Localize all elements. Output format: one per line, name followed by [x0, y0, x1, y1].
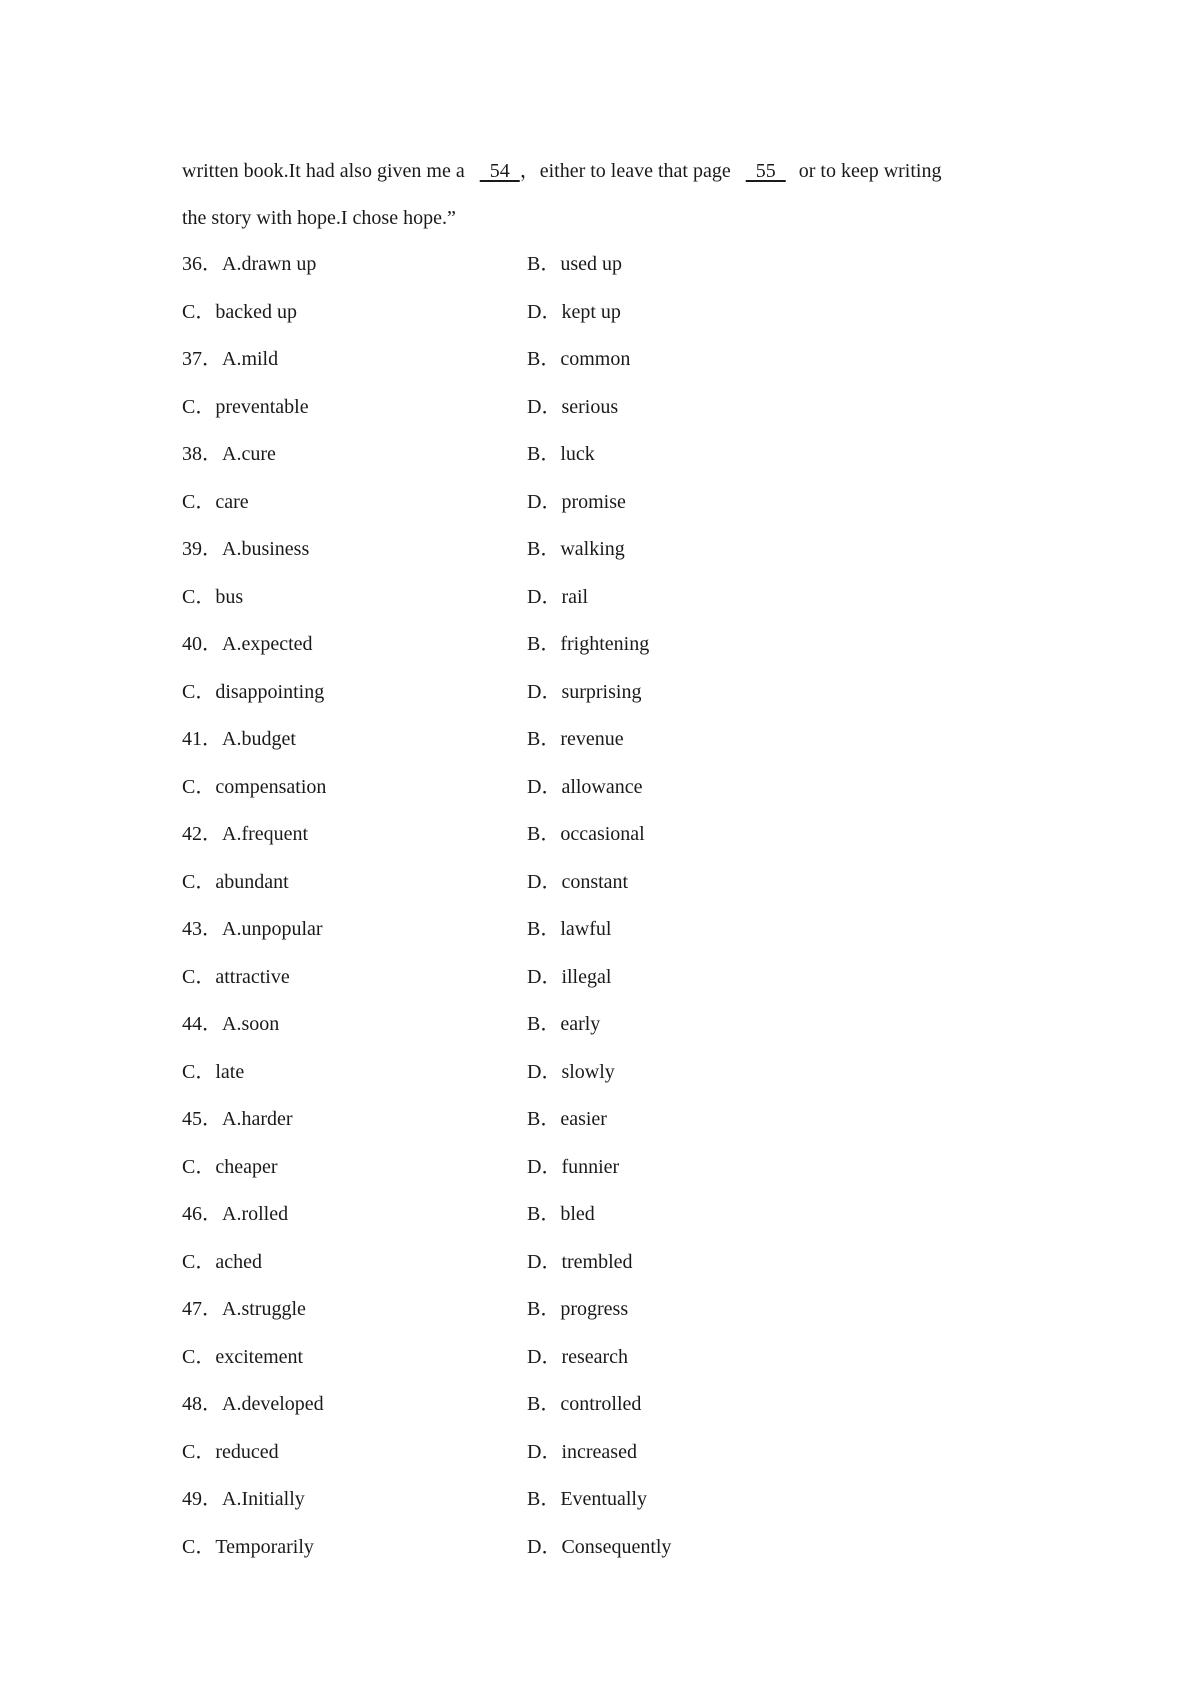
option-row — [182, 395, 1082, 443]
option-d: D．constant — [527, 870, 629, 893]
option-row — [182, 1060, 1082, 1108]
option-b: B．occasional — [527, 823, 645, 845]
option-d: D．promise — [527, 490, 626, 513]
option-row — [182, 1487, 1082, 1535]
option-c: C．backed up — [182, 300, 297, 323]
option-a: 47．A.struggle — [182, 1298, 306, 1320]
option-d: D．illegal — [527, 965, 612, 988]
option-d: D．increased — [527, 1440, 637, 1463]
option-a: 41．A.budget — [182, 728, 296, 750]
option-row — [182, 300, 1082, 348]
option-row — [182, 1107, 1082, 1155]
option-a: 42．A.frequent — [182, 823, 309, 845]
option-a: 46．A.rolled — [182, 1203, 289, 1225]
option-b: B．used up — [527, 253, 622, 275]
option-b: B．Eventually — [527, 1488, 647, 1510]
option-row — [182, 1440, 1082, 1488]
option-c: C．excitement — [182, 1345, 304, 1368]
option-c: C．preventable — [182, 395, 309, 418]
option-row — [182, 1202, 1082, 1250]
option-b: B．controlled — [527, 1393, 642, 1415]
option-d: D．kept up — [527, 300, 621, 323]
option-d: D．surprising — [527, 680, 642, 703]
option-row — [182, 680, 1082, 728]
option-d: D．serious — [527, 395, 619, 418]
option-row — [182, 1012, 1082, 1060]
option-a: 36．A.drawn up — [182, 253, 317, 275]
passage-line-1 — [182, 159, 941, 183]
option-d: D．rail — [527, 585, 589, 608]
option-row — [182, 347, 1082, 395]
option-row — [182, 917, 1082, 965]
option-b: B．walking — [527, 538, 625, 560]
option-c: C．compensation — [182, 775, 327, 798]
option-row — [182, 965, 1082, 1013]
option-row — [182, 822, 1082, 870]
blank-55: 55 — [745, 160, 786, 182]
option-a: 49．A.Initially — [182, 1488, 305, 1510]
blank-54: 54 — [479, 160, 520, 182]
option-c: C．care — [182, 490, 249, 513]
option-d: D．allowance — [527, 775, 643, 798]
option-row — [182, 442, 1082, 490]
question-options — [182, 252, 1082, 1582]
option-b: B．frightening — [527, 633, 650, 655]
passage-text: written book.It had also given me a — [182, 160, 465, 182]
option-b: B．luck — [527, 443, 595, 465]
option-row — [182, 1392, 1082, 1440]
option-a: 44．A.soon — [182, 1013, 280, 1035]
option-row — [182, 1535, 1082, 1583]
option-d: D．funnier — [527, 1155, 620, 1178]
option-c: C．attractive — [182, 965, 290, 988]
option-c: C．reduced — [182, 1440, 279, 1463]
option-d: D．trembled — [527, 1250, 633, 1273]
option-row — [182, 1155, 1082, 1203]
option-a: 39．A.business — [182, 538, 310, 560]
option-row — [182, 1345, 1082, 1393]
option-row — [182, 870, 1082, 918]
option-d: D．research — [527, 1345, 629, 1368]
option-a: 45．A.harder — [182, 1108, 293, 1130]
option-a: 48．A.developed — [182, 1393, 324, 1415]
option-b: B．lawful — [527, 918, 612, 940]
option-c: C．ached — [182, 1250, 262, 1273]
option-c: C．bus — [182, 585, 244, 608]
option-row — [182, 1250, 1082, 1298]
option-c: C．cheaper — [182, 1155, 278, 1178]
option-b: B．easier — [527, 1108, 607, 1130]
option-d: D．slowly — [527, 1060, 615, 1083]
option-row — [182, 490, 1082, 538]
option-b: B．common — [527, 348, 631, 370]
option-row — [182, 727, 1082, 775]
option-row — [182, 775, 1082, 823]
option-a: 40．A.expected — [182, 633, 313, 655]
passage-text: or to keep writing — [798, 160, 942, 182]
option-b: B．bled — [527, 1203, 595, 1225]
option-b: B．revenue — [527, 728, 624, 750]
option-row — [182, 585, 1082, 633]
option-a: 38．A.cure — [182, 443, 276, 465]
option-c: C．Temporarily — [182, 1535, 314, 1558]
passage-text: ，either to leave that page — [519, 160, 731, 182]
option-c: C．late — [182, 1060, 245, 1083]
option-row — [182, 537, 1082, 585]
option-c: C．disappointing — [182, 680, 325, 703]
option-b: B．early — [527, 1013, 601, 1035]
option-b: B．progress — [527, 1298, 629, 1320]
passage-line-2: the story with hope.I chose hope.” — [182, 207, 456, 229]
option-d: D．Consequently — [527, 1535, 672, 1558]
option-c: C．abundant — [182, 870, 289, 893]
option-row — [182, 1297, 1082, 1345]
option-a: 37．A.mild — [182, 348, 279, 370]
option-row — [182, 632, 1082, 680]
option-a: 43．A.unpopular — [182, 918, 323, 940]
option-row — [182, 252, 1082, 300]
